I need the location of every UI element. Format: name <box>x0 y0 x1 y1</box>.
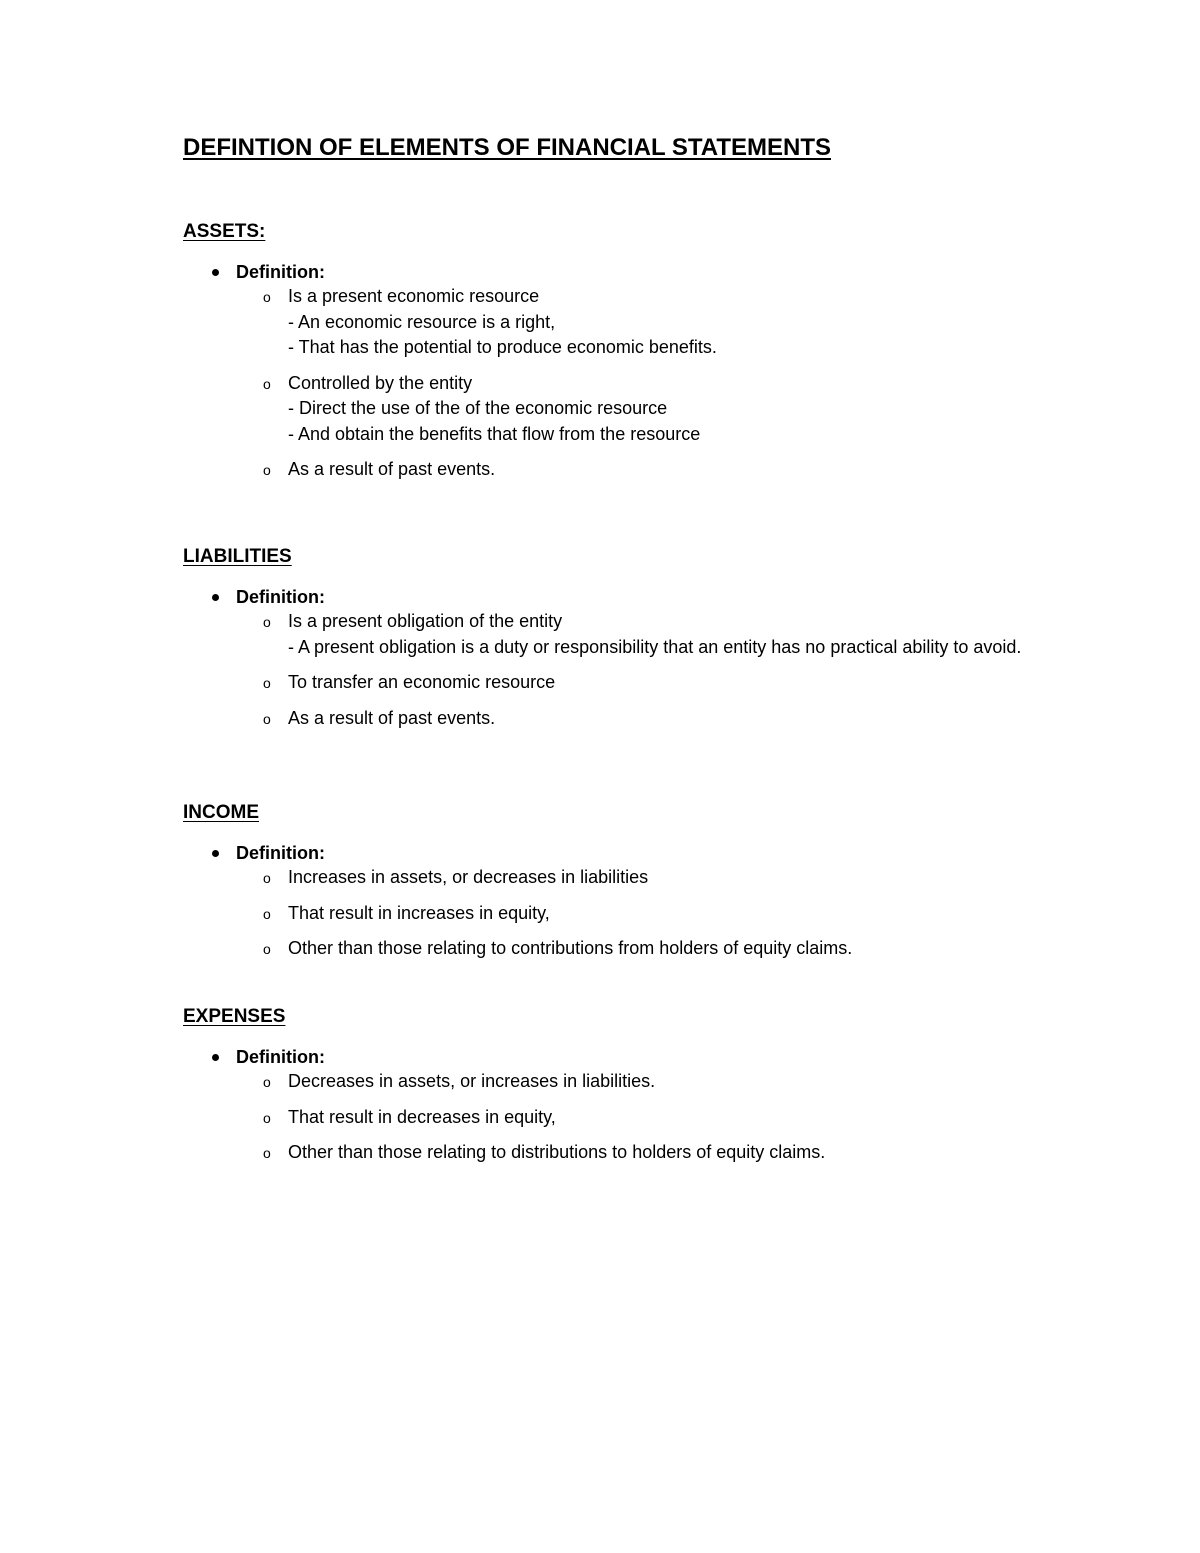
section-income <box>183 801 1083 962</box>
section-heading-expenses: EXPENSES <box>183 1006 286 1027</box>
list-item <box>183 1069 1083 1095</box>
definition-label: Definition: <box>236 262 325 282</box>
list-item <box>183 371 1083 448</box>
item-text: As a result of past events. <box>288 459 496 479</box>
definition-label: Definition: <box>236 1047 325 1067</box>
item-detail: - A present obligation is a duty or responsibility that an entity has no practical ability to avoid. <box>288 636 1022 657</box>
list-item <box>183 609 1083 660</box>
definition-list <box>183 609 1083 731</box>
circle-bullet-icon: o <box>263 870 271 886</box>
circle-bullet-icon: o <box>263 614 271 630</box>
item-text: Is a present obligation of the entity <box>288 611 563 631</box>
section-heading-liabilities: LIABILITIES <box>183 546 292 567</box>
item-text: Controlled by the entity <box>288 372 473 393</box>
item-text: That result in decreases in equity, <box>288 1106 556 1127</box>
circle-bullet-icon: o <box>263 675 271 691</box>
item-detail: - That has the potential to produce economic benefits. <box>288 337 717 357</box>
definition-bullet <box>183 585 1083 609</box>
item-detail: - And obtain the benefits that flow from the resource <box>288 423 701 444</box>
list-item <box>183 670 1083 696</box>
item-text: Is a present economic resource <box>288 286 540 306</box>
definition-label: Definition: <box>236 843 325 863</box>
circle-bullet-icon: o <box>263 905 271 922</box>
definition-list <box>183 284 1083 483</box>
item-text: Other than those relating to distributions to holders of equity claims. <box>288 1142 826 1162</box>
section-assets <box>183 220 1083 483</box>
section-expenses <box>183 1005 1083 1166</box>
item-detail: - An economic resource is a right, <box>288 311 556 332</box>
page-title: DEFINTION OF ELEMENTS OF FINANCIAL STATEMENTS <box>183 134 831 161</box>
definition-bullet <box>183 841 1083 865</box>
item-text: Increases in assets, or decreases in liabilities <box>288 867 649 887</box>
item-text: Decreases in assets, or increases in liabilities. <box>288 1071 656 1091</box>
item-text: That result in increases in equity, <box>288 902 550 923</box>
bullet-dot-icon <box>212 594 219 601</box>
definition-bullet <box>183 260 1083 284</box>
definition-list <box>183 865 1083 962</box>
section-heading-assets: ASSETS: <box>183 221 266 242</box>
list-item <box>183 457 1083 483</box>
section-heading-income: INCOME <box>183 802 259 823</box>
list-item <box>183 936 1083 962</box>
list-item <box>183 706 1083 732</box>
definition-bullet <box>183 1045 1083 1069</box>
section-liabilities <box>183 545 1083 731</box>
circle-bullet-icon: o <box>263 710 271 727</box>
definition-list <box>183 1069 1083 1166</box>
list-item <box>183 1140 1083 1166</box>
list-item <box>183 865 1083 891</box>
circle-bullet-icon: o <box>263 1109 271 1126</box>
item-text: As a result of past events. <box>288 707 496 728</box>
bullet-dot-icon <box>212 1054 219 1061</box>
circle-bullet-icon: o <box>263 1074 271 1090</box>
circle-bullet-icon: o <box>263 462 271 478</box>
circle-bullet-icon: o <box>263 1145 271 1161</box>
list-item <box>183 284 1083 361</box>
definition-label: Definition: <box>236 587 325 607</box>
circle-bullet-icon: o <box>263 375 271 392</box>
list-item <box>183 901 1083 927</box>
circle-bullet-icon: o <box>263 941 271 957</box>
list-item <box>183 1105 1083 1131</box>
bullet-dot-icon <box>212 269 219 276</box>
item-text: Other than those relating to contributions from holders of equity claims. <box>288 938 853 958</box>
item-text: To transfer an economic resource <box>288 672 556 692</box>
circle-bullet-icon: o <box>263 289 271 305</box>
bullet-dot-icon <box>212 850 219 857</box>
item-detail: - Direct the use of the of the economic resource <box>288 398 668 418</box>
